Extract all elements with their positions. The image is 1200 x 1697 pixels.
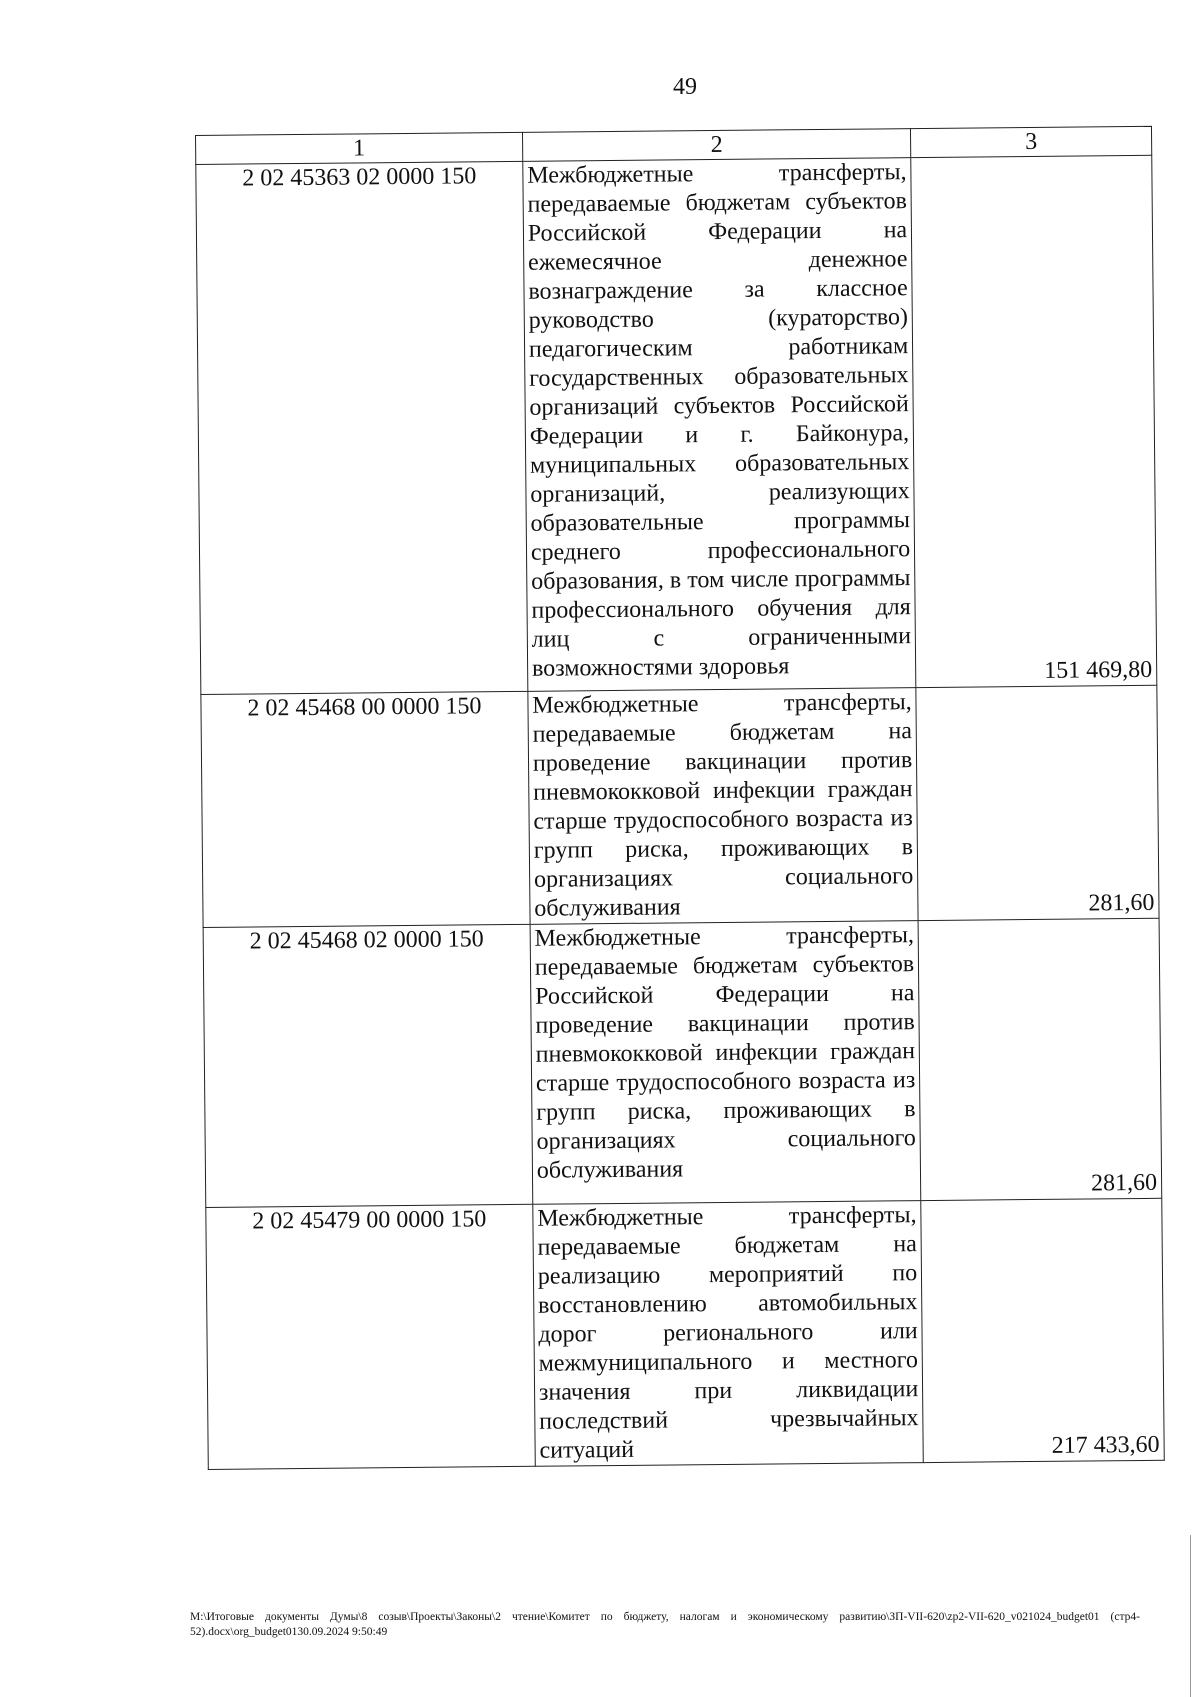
column-header-2: 2 <box>522 129 911 162</box>
table-row <box>206 1198 1164 1469</box>
row-amount: 217 433,60 <box>921 1198 1164 1462</box>
budget-table <box>195 126 1165 1470</box>
document-path-footer: M:\Итоговые документы Думы\8 созыв\Проекты\Законы\2 чтение\Комитет по бюджету, налогам и экономическому развитию\ЗП-VII-620\zp2-VII-620_v021024_budget01 (стр4-52).docx\org_budget0130.09.2024 9:50:49 <box>190 1611 1140 1638</box>
row-description-text: Межбюджетные трансферты, передаваемые бюджетам субъектов Российской Федерации на ежемесячное денежное вознаграждение за классное руководство (кураторство) педагогическим работникам государственных образовательных организаций субъектов Российской Федерации и г. Байконура, муниципальных образовательных организаций, реализующих образовательные программы среднего профессионального образования, в том числе программы профессионального обучения для лиц с ограниченными возможностями здоровья <box>527 159 912 682</box>
row-amount: 281,60 <box>916 685 1159 920</box>
row-description <box>533 1201 924 1467</box>
page-number: 49 <box>673 74 697 100</box>
table-row <box>203 918 1162 1207</box>
column-header-1: 1 <box>196 132 523 164</box>
row-description-text: Межбюджетные трансферты, передаваемые бюджетам на реализацию мероприятий по восстановлению автомобильных дорог регионального или межмуниципального и местного значения при ликвидации последствий чрезвычайных ситуаций <box>537 1202 919 1464</box>
row-amount: 281,60 <box>918 918 1161 1200</box>
row-description <box>523 158 916 692</box>
row-code: 2 02 45363 02 0000 150 <box>196 161 528 694</box>
row-description <box>528 688 919 925</box>
row-description <box>530 921 921 1205</box>
row-code: 2 02 45468 00 0000 150 <box>201 691 530 927</box>
row-description-text: Межбюджетные трансферты, передаваемые бюджетам на проведение вакцинации против пневмококковой инфекции граждан старше трудоспособного возраста из групп риска, проживающих в организациях социального обслуживания <box>532 689 914 922</box>
row-code: 2 02 45479 00 0000 150 <box>206 1204 535 1469</box>
row-description-text: Межбюджетные трансферты, передаваемые бюджетам субъектов Российской Федерации на проведение вакцинации против пневмококковой инфекции граждан старше трудоспособного возраста из групп риска, проживающих в организациях социального обслуживания <box>534 922 916 1184</box>
table-row <box>201 685 1159 927</box>
table-row <box>196 155 1157 694</box>
scan-edge-line <box>1190 1535 1191 1697</box>
column-header-3: 3 <box>911 126 1152 157</box>
row-amount: 151 469,80 <box>911 155 1157 687</box>
row-code: 2 02 45468 02 0000 150 <box>203 924 533 1207</box>
